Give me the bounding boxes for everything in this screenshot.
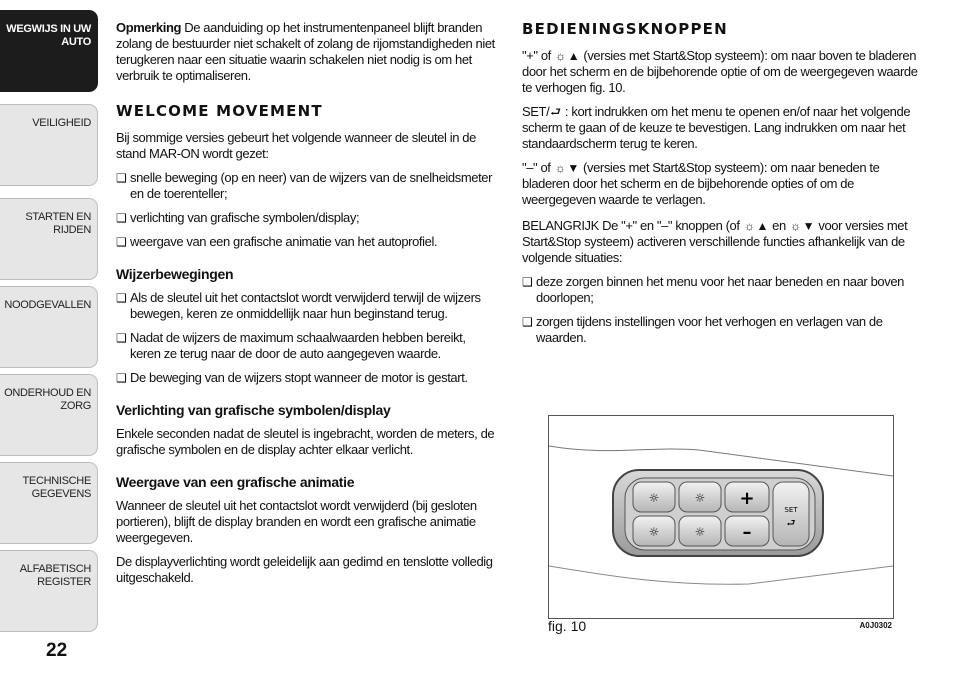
right-column (522, 20, 924, 354)
control-panel-illustration (549, 416, 893, 618)
list-item: ❑ De beweging van de wijzers stopt wanneer de motor is gestart. (116, 370, 498, 386)
figure-10 (548, 415, 894, 637)
list-item: ❑ Nadat de wijzers de maximum schaalwaarden hebben bereikt, keren ze terug naar de door de auto aangegeven waarde. (116, 330, 498, 362)
list-item: ❑ snelle beweging (op en neer) van de wijzers van de snelheidsmeter en de toerenteller; (116, 170, 498, 202)
fog-rear-icon: ☼ (648, 525, 660, 539)
minus-paragraph: "–" of ☼ ▼ (versies met Start&Stop systeem): om naar beneden te bladeren door het scherm en de bijbehorende opties of om de weergegeven waarde te verlagen. (522, 160, 880, 207)
figure-caption: fig. 10 (548, 618, 587, 634)
list-item: ❑ deze zorgen binnen het menu voor het naar beneden en naar boven doorlopen; (522, 274, 924, 306)
triangle-up-icon: ▲ (756, 219, 768, 233)
headlight-icon: ☼ (694, 525, 706, 539)
headlight-icon: ☼ (554, 161, 566, 175)
note-paragraph (116, 20, 498, 84)
dashboard-edge (549, 566, 893, 584)
weergave-text-2: De displayverlichting wordt geleidelijk aan gedimd en tenslotte volledig uitgeschakeld. (116, 554, 493, 585)
plus-paragraph: "+" of ☼ ▲ (versies met Start&Stop systeem): om naar boven te bladeren door het scherm en de bijbehorende optie of om de weergegeven waarde te verhogen fig. 10. (522, 48, 918, 95)
tab-technische[interactable]: TECHNISCHE GEGEVENS (0, 462, 98, 544)
set-button[interactable] (773, 482, 809, 546)
return-arrow-icon: ⮐ (550, 105, 561, 119)
wijzer-list (116, 290, 498, 386)
list-item: ❑ verlichting van grafische symbolen/display; (116, 210, 498, 226)
headlight-icon: ☼ (790, 219, 801, 233)
plus-label: + (739, 488, 755, 509)
verlichting-heading: Verlichting van grafische symbolen/display (116, 402, 391, 418)
weergave-text-1: Wanneer de sleutel uit het contactslot wordt verwijderd (bij gesloten portieren), blijft de display branden en wordt een grafische animatie weergegeven. (116, 498, 477, 545)
headlight-icon: ☼ (743, 219, 755, 233)
belangrijk-list (522, 274, 924, 346)
triangle-down-icon: ▼ (802, 219, 815, 233)
figure-frame (548, 415, 894, 619)
list-item: ❑ Als de sleutel uit het contactslot wordt verwijderd terwijl de wijzers bewegen, keren ze onmiddellijk naar hun beginstand terug. (116, 290, 498, 322)
return-arrow-icon: ⮐ (786, 518, 796, 529)
sidebar-tabs (0, 0, 100, 686)
page-number: 22 (46, 640, 68, 661)
tab-noodgevallen[interactable]: NOODGEVALLEN (0, 286, 98, 368)
figure-code: A0J0302 (859, 621, 892, 630)
tab-starten[interactable]: STARTEN EN RIJDEN (0, 198, 98, 280)
set-label: SET (784, 506, 798, 514)
headlight-icon: ☼ (694, 491, 706, 505)
weergave-heading: Weergave van een grafische animatie (116, 474, 355, 490)
minus-label: – (742, 522, 752, 543)
welcome-list (116, 170, 498, 250)
triangle-up-icon: ▲ (567, 49, 580, 63)
set-paragraph: SET/⮐ : kort indrukken om het menu te openen en/of naar het volgende scherm te gaan of de keuze te bevestigen. Lang indrukken om naar het standaardscherm terug te keren. (522, 104, 911, 151)
fog-front-icon: ☼ (648, 491, 660, 505)
tab-onderhoud[interactable]: ONDERHOUD EN ZORG (0, 374, 98, 456)
list-item: ❑ weergave van een grafische animatie van het autoprofiel. (116, 234, 498, 250)
belangrijk-paragraph: BELANGRIJK De "+" en "–" knoppen (of ☼ ▲ en ☼ ▼ voor versies met Start&Stop systeem) activeren verschillende functies afhankelijk van de volgende situaties: (522, 218, 908, 265)
headlight-icon: ☼ (555, 49, 566, 63)
welcome-intro: Bij sommige versies gebeurt het volgende wanneer de sleutel in de stand MAR-ON wordt gezet: (116, 130, 476, 161)
tab-wegwijs[interactable]: WEGWIJS IN UW AUTO (0, 10, 98, 92)
list-item: ❑ zorgen tijdens instellingen voor het verhogen en verlagen van de waarden. (522, 314, 924, 346)
triangle-down-icon: ▼ (567, 161, 579, 175)
tab-register[interactable]: ALFABETISCH REGISTER (0, 550, 98, 632)
welcome-heading: WELCOME MOVEMENT (116, 102, 323, 120)
bedieningsknoppen-heading: BEDIENINGSKNOPPEN (522, 20, 728, 38)
note-text: De aanduiding op het instrumentenpaneel blijft branden zolang de bestuurder niet schakelt of zolang de rijomstandigheden niet terugkeren naar een situatie waarin schakelen niet nodig is om het verbruik te optimaliseren. (116, 20, 495, 83)
wijzer-heading: Wijzerbewegingen (116, 266, 234, 282)
left-column (116, 20, 498, 594)
verlichting-text: Enkele seconden nadat de sleutel is ingebracht, worden de meters, de grafische symbolen en de display achter elkaar verlicht. (116, 426, 495, 457)
tab-veiligheid[interactable]: VEILIGHEID (0, 104, 98, 186)
note-lead: Opmerking (116, 20, 182, 35)
